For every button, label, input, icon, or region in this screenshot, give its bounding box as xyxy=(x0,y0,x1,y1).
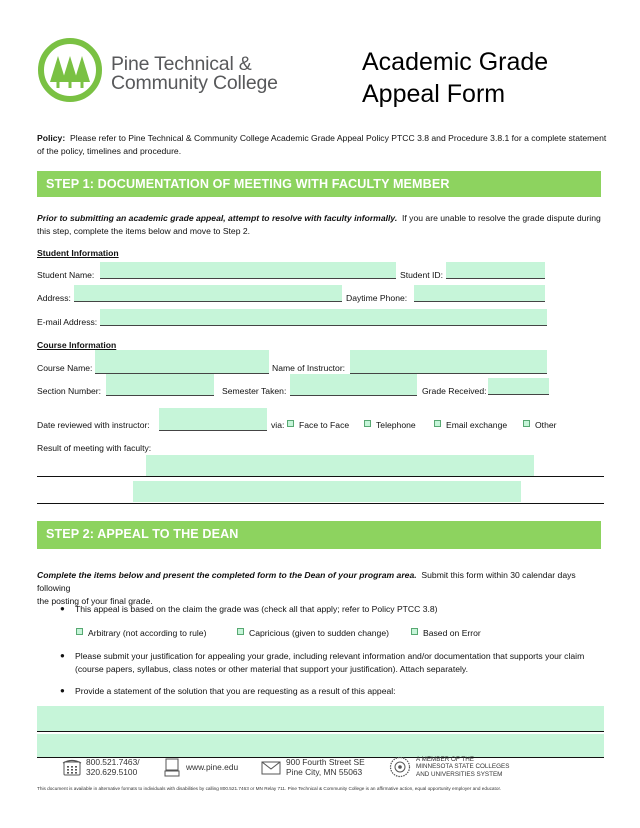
policy-text: Please refer to Pine Technical & Community College Academic Grade Appeal Policy PTCC 3.8 and Procedure 3.8.1 for a complete statement xyxy=(69,133,607,143)
instructor-field[interactable] xyxy=(350,350,547,374)
instructor-label: Name of Instructor: xyxy=(272,363,346,373)
justification-text xyxy=(75,650,605,676)
footer-website[interactable]: www.pine.edu xyxy=(186,762,239,772)
form-title-line2: Appeal Form xyxy=(362,80,506,108)
telephone-checkbox[interactable] xyxy=(364,420,371,427)
step2-header: STEP 2: APPEAL TO THE DEAN xyxy=(37,521,601,549)
footer-mnscu xyxy=(416,756,509,778)
via-label: via: xyxy=(271,420,285,430)
step1-intro-rest: If you are unable to resolve the grade dispute during xyxy=(402,213,601,223)
bullet-dot: ● xyxy=(60,686,65,695)
step1-intro-bold: Prior to submitting an academic grade appeal, attempt to resolve with faculty informally. xyxy=(37,213,398,223)
policy-statement xyxy=(37,132,607,158)
course-info-heading: Course Information xyxy=(37,340,117,350)
other-checkbox[interactable] xyxy=(523,420,530,427)
policy-text-line2: of the policy, timelines and procedure. xyxy=(37,146,182,156)
meeting-result-label: Result of meeting with faculty: xyxy=(37,443,152,453)
student-name-label: Student Name: xyxy=(37,270,95,280)
college-name xyxy=(111,55,278,93)
policy-label: Policy: xyxy=(37,133,66,143)
solution-statement-text: Provide a statement of the solution that you are requesting as a result of this appeal: xyxy=(75,686,396,696)
capricious-checkbox[interactable] xyxy=(237,628,244,635)
footer-mnscu-line1: A MEMBER OF THE xyxy=(416,756,474,763)
email-exchange-label: Email exchange xyxy=(446,420,508,430)
footer-address xyxy=(286,758,365,777)
student-id-field[interactable] xyxy=(446,262,545,279)
course-name-field[interactable] xyxy=(95,350,269,374)
step2-intro-bold: Complete the items below and present the completed form to the Dean of your program area. xyxy=(37,570,417,580)
student-info-heading: Student Information xyxy=(37,248,119,258)
solution-field-1[interactable] xyxy=(37,706,604,731)
meeting-result-rule-2 xyxy=(37,503,604,504)
grade-received-field[interactable] xyxy=(488,378,549,395)
step1-intro-line2: this step, complete the items below and move to Step 2. xyxy=(37,226,251,236)
claim-basis-text: This appeal is based on the claim the grade was (check all that apply; refer to Policy PTCC 3.8) xyxy=(75,604,438,614)
arbitrary-label: Arbitrary (not according to rule) xyxy=(88,628,207,638)
solution-field-2[interactable] xyxy=(37,734,604,757)
meeting-result-rule-1 xyxy=(37,476,604,477)
footer-phone-line1: 800.521.7463/ xyxy=(86,757,140,767)
footer-disclaimer: This document is available in alternative formats to individuals with disabilities by calling 800.521.7463 or MN Relay 711. Pine Technical & Community College is an affirmative action, equal opportunity employer and educator. xyxy=(37,786,502,791)
justification-line1: Please submit your justification for appealing your grade, including relevant information and/or documentation that supports your claim xyxy=(75,651,585,661)
mnscu-seal-icon xyxy=(388,756,412,778)
daytime-phone-field[interactable] xyxy=(414,285,545,302)
email-field[interactable] xyxy=(100,309,547,326)
footer-phone-line2: 320.629.5100 xyxy=(86,766,138,777)
telephone-label: Telephone xyxy=(376,420,416,430)
phone-icon xyxy=(62,759,82,776)
course-name-label: Course Name: xyxy=(37,363,93,373)
bullet-dot: ● xyxy=(60,651,65,660)
college-name-line1: Pine Technical & xyxy=(111,53,252,75)
footer-mnscu-line2: MINNESOTA STATE COLLEGES xyxy=(416,763,510,771)
grade-received-label: Grade Received: xyxy=(422,386,487,396)
date-reviewed-label: Date reviewed with instructor: xyxy=(37,420,150,430)
form-title xyxy=(362,46,548,110)
form-title-line1: Academic Grade xyxy=(362,48,549,76)
face-to-face-label: Face to Face xyxy=(299,420,350,430)
email-label: E-mail Address: xyxy=(37,317,98,327)
student-id-label: Student ID: xyxy=(400,270,443,280)
solution-rule-1 xyxy=(37,731,604,732)
footer-address-line1: 900 Fourth Street SE xyxy=(286,757,365,767)
step2-intro-line2: the posting of your final grade. xyxy=(37,596,153,606)
student-name-field[interactable] xyxy=(100,262,396,279)
email-exchange-checkbox[interactable] xyxy=(434,420,441,427)
semester-field[interactable] xyxy=(290,374,417,396)
semester-label: Semester Taken: xyxy=(222,386,287,396)
meeting-result-field-2[interactable] xyxy=(133,481,521,502)
arbitrary-checkbox[interactable] xyxy=(76,628,83,635)
address-label: Address: xyxy=(37,293,71,303)
step1-header: STEP 1: DOCUMENTATION OF MEETING WITH FACULTY MEMBER xyxy=(37,171,601,197)
section-number-field[interactable] xyxy=(106,374,214,396)
step1-intro xyxy=(37,212,607,238)
college-logo-icon xyxy=(38,38,102,102)
capricious-label: Capricious (given to sudden change) xyxy=(249,628,389,638)
step2-intro xyxy=(37,569,607,608)
daytime-phone-label: Daytime Phone: xyxy=(346,293,408,303)
envelope-icon xyxy=(261,761,281,775)
footer-address-line2: Pine City, MN 55063 xyxy=(286,766,363,777)
footer-mnscu-line3: AND UNIVERSITIES SYSTEM xyxy=(416,770,503,778)
address-field[interactable] xyxy=(74,285,342,302)
date-reviewed-field[interactable] xyxy=(159,408,267,431)
section-number-label: Section Number: xyxy=(37,386,102,396)
based-on-error-checkbox[interactable] xyxy=(411,628,418,635)
bullet-dot: ● xyxy=(60,604,65,613)
footer-phone xyxy=(86,758,140,777)
meeting-result-field-1[interactable] xyxy=(146,455,534,476)
justification-line2: (course papers, syllabus, class notes or other material that support your justification). Attach separately. xyxy=(75,664,468,674)
college-name-line2: Community College xyxy=(111,72,278,94)
based-on-error-label: Based on Error xyxy=(423,628,481,638)
face-to-face-checkbox[interactable] xyxy=(287,420,294,427)
step2-intro-rest: Submit this form within 30 calendar days following xyxy=(37,570,576,593)
other-label: Other xyxy=(535,420,557,430)
computer-icon xyxy=(164,758,180,777)
